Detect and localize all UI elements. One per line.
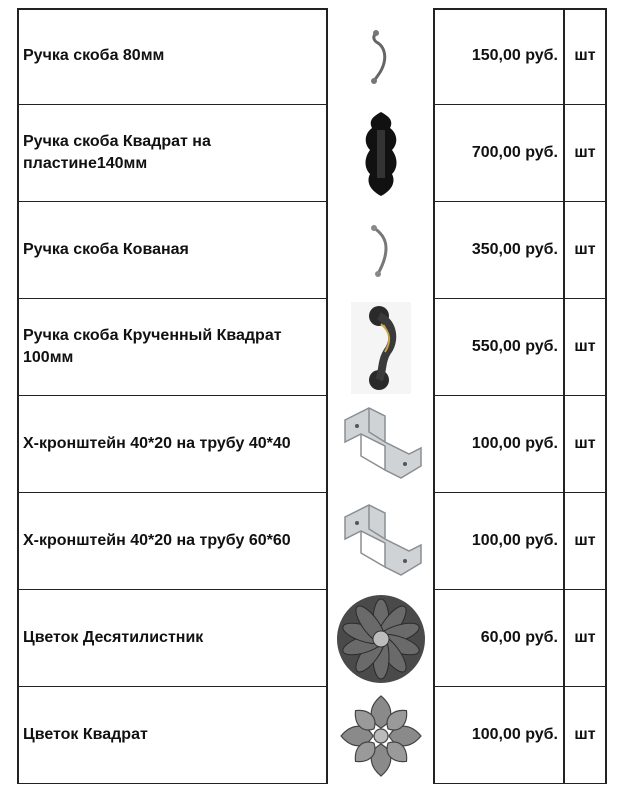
unit: шт <box>574 47 596 64</box>
unit-cell <box>565 8 607 105</box>
unit: шт <box>574 144 596 161</box>
unit: шт <box>574 435 596 452</box>
price-cell <box>433 8 565 105</box>
product-name-cell <box>17 202 328 299</box>
product-name: Ручка скоба Крученный Квадрат 100мм <box>23 327 282 366</box>
price: 100,00 руб. <box>471 532 558 549</box>
twisted-handle-icon <box>328 299 433 396</box>
bracket-icon <box>328 396 433 493</box>
price-cell <box>433 396 565 493</box>
table-row <box>0 8 636 105</box>
price: 150,00 руб. <box>471 47 558 64</box>
price-cell <box>433 105 565 202</box>
product-name: Ручка скоба Квадрат на пластине140мм <box>23 133 211 172</box>
product-name-cell <box>17 8 328 105</box>
table-row <box>0 202 636 299</box>
unit-cell <box>565 590 607 687</box>
handle-plate-icon <box>328 105 433 202</box>
bracket-icon <box>328 493 433 590</box>
product-name-cell <box>17 687 328 784</box>
handle-80mm-icon <box>328 8 433 105</box>
product-name: Ручка скоба 80мм <box>23 47 165 64</box>
price-cell <box>433 202 565 299</box>
price: 550,00 руб. <box>471 338 558 355</box>
unit: шт <box>574 338 596 355</box>
product-name: Ручка скоба Кованая <box>23 241 189 258</box>
price: 350,00 руб. <box>471 241 558 258</box>
product-name-cell <box>17 396 328 493</box>
product-name: Х-кронштейн 40*20 на трубу 60*60 <box>23 532 291 549</box>
unit-cell <box>565 396 607 493</box>
product-name: Х-кронштейн 40*20 на трубу 40*40 <box>23 435 291 452</box>
table-row <box>0 590 636 687</box>
price: 700,00 руб. <box>471 144 558 161</box>
table-row <box>0 299 636 396</box>
unit: шт <box>574 241 596 258</box>
table-row <box>0 687 636 784</box>
unit: шт <box>574 726 596 743</box>
table-row <box>0 493 636 590</box>
product-name: Цветок Десятилистник <box>23 629 204 646</box>
table-row <box>0 105 636 202</box>
price-cell <box>433 590 565 687</box>
unit-cell <box>565 687 607 784</box>
flower-square-icon <box>328 687 433 784</box>
product-name-cell <box>17 493 328 590</box>
price-cell <box>433 687 565 784</box>
unit: шт <box>574 629 596 646</box>
flower-ten-petal-icon <box>328 590 433 687</box>
product-name-cell <box>17 299 328 396</box>
price: 60,00 руб. <box>480 629 558 646</box>
forged-handle-icon <box>328 202 433 299</box>
price: 100,00 руб. <box>471 435 558 452</box>
product-name-cell <box>17 105 328 202</box>
product-name: Цветок Квадрат <box>23 726 148 743</box>
price: 100,00 руб. <box>471 726 558 743</box>
price-cell <box>433 299 565 396</box>
unit-cell <box>565 202 607 299</box>
unit-cell <box>565 299 607 396</box>
product-name-cell <box>17 590 328 687</box>
unit-cell <box>565 105 607 202</box>
unit-cell <box>565 493 607 590</box>
table-row <box>0 396 636 493</box>
price-cell <box>433 493 565 590</box>
unit: шт <box>574 532 596 549</box>
